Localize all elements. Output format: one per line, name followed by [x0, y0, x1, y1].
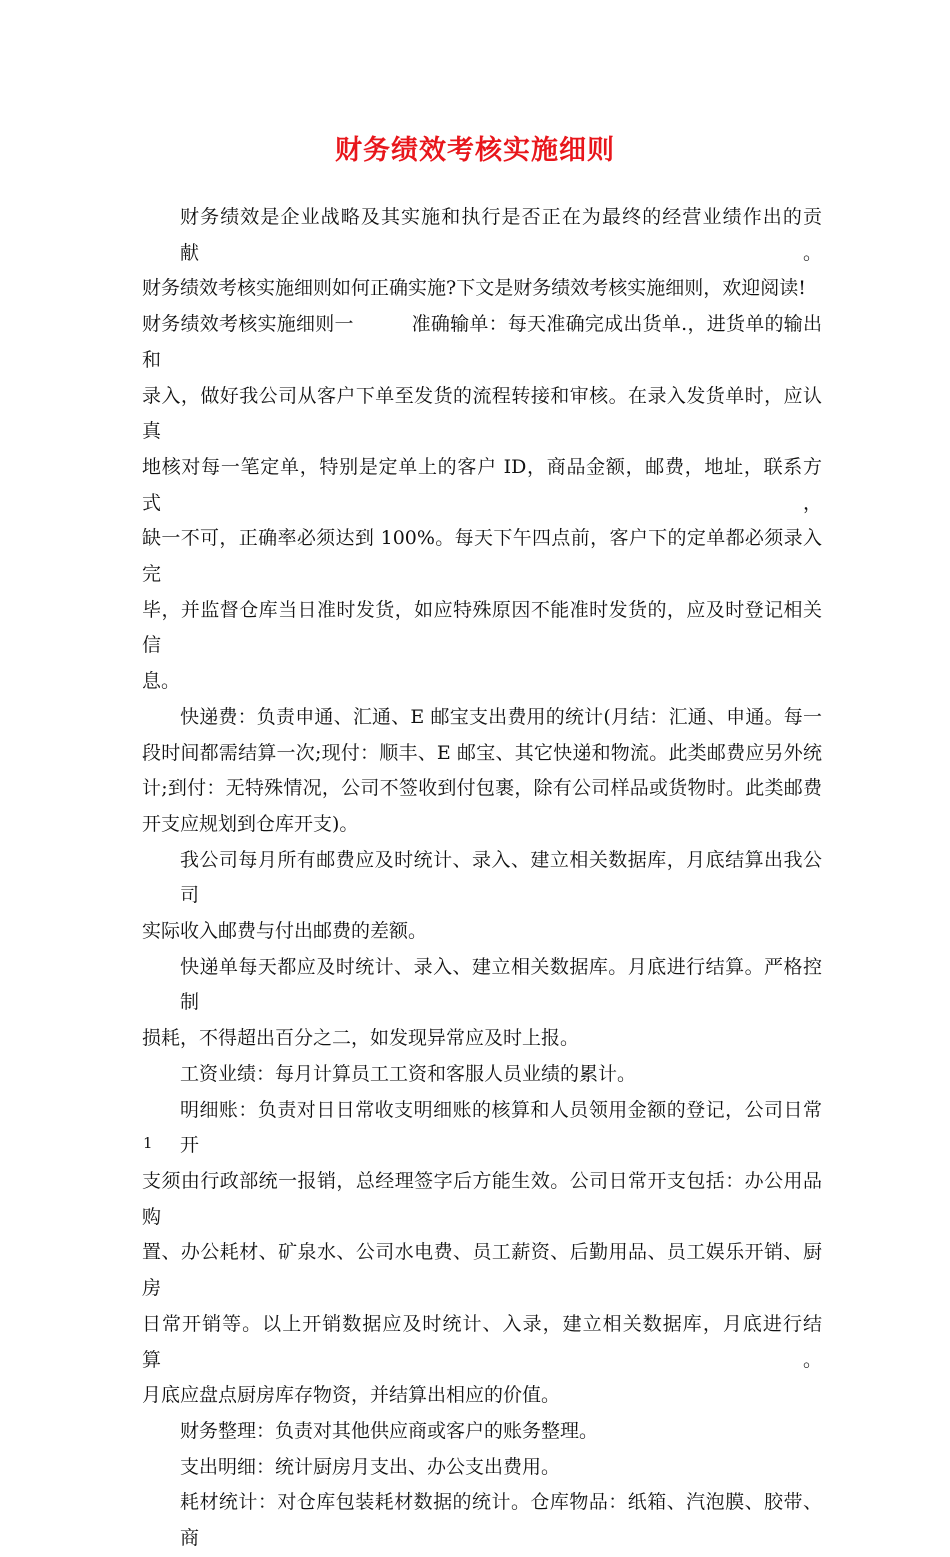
text-line: 日常开销等。以上开销数据应及时统计、入录，建立相关数据库，月底进行结算。 [142, 1312, 822, 1371]
paragraph [142, 1414, 822, 1450]
text-line: 快递单每天都应及时统计、录入、建立相关数据库。月底进行结算。严格控制 [180, 955, 822, 1014]
text-line: 明细账：负责对日日常收支明细账的核算和人员领用金额的登记，公司日常开 [180, 1098, 822, 1157]
text-line: 实际收入邮费与付出邮费的差额。 [142, 920, 428, 943]
text-line: 财务绩效考核实施细则一 准确输单：每天准确完成出货单.，进货单的输出和 [142, 313, 822, 371]
text-line: 工资业绩：每月计算员工工资和客服人员业绩的累计。 [180, 1062, 637, 1085]
text-line: 缺一不可，正确率必须达到 100%。每天下午四点前，客户下的定单都必须录入完 [142, 527, 822, 586]
paragraph [142, 1093, 822, 1414]
text-line: 月底应盘点厨房库存物资，并结算出相应的价值。 [142, 1384, 561, 1407]
paragraph [142, 200, 822, 307]
text-line: 财务绩效考核实施细则如何正确实施?下文是财务绩效考核实施细则，欢迎阅读! [142, 277, 806, 300]
text-line: 耗材统计：对仓库包装耗材数据的统计。仓库物品：纸箱、汽泡膜、胶带、商 [180, 1491, 822, 1550]
text-line: 录入，做好我公司从客户下单至发货的流程转接和审核。在录入发货单时，应认真 [142, 384, 822, 443]
document-title: 财务绩效考核实施细则 [335, 135, 615, 166]
text-line: 支出明细：统计厨房月支出、办公支出费用。 [180, 1455, 561, 1478]
paragraph [142, 1057, 822, 1093]
paragraph [142, 700, 822, 843]
text-line: 支须由行政部统一报销，总经理签字后方能生效。公司日常开支包括：办公用品购 [142, 1169, 822, 1228]
text-line: 我公司每月所有邮费应及时统计、录入、建立相关数据库，月底结算出我公司 [180, 848, 822, 907]
paragraph [142, 950, 822, 1057]
text-line: 计;到付：无特殊情况，公司不签收到付包裹，除有公司样品或货物时。此类邮费 [142, 777, 822, 800]
text-line: 息。 [142, 670, 181, 693]
text-line: 置、办公耗材、矿泉水、公司水电费、员工薪资、后勤用品、员工娱乐开销、厨房 [142, 1241, 822, 1300]
document-body [142, 200, 822, 1557]
paragraph [142, 307, 822, 700]
paragraph [142, 1450, 822, 1486]
text-line: 快递费：负责申通、汇通、E 邮宝支出费用的统计(月结：汇通、申通。每一 [180, 705, 822, 728]
text-line: 损耗，不得超出百分之二，如发现异常应及时上报。 [142, 1027, 580, 1050]
text-line: 毕，并监督仓库当日准时发货，如应特殊原因不能准时发货的，应及时登记相关信 [142, 598, 822, 657]
text-line: 财务整理：负责对其他供应商或客户的账务整理。 [180, 1419, 599, 1442]
paragraph [142, 1485, 822, 1556]
page-number: 1 [143, 1134, 153, 1152]
paragraph [142, 843, 822, 950]
text-line: 地核对每一笔定单，特别是定单上的客户 ID，商品金额，邮费，地址，联系方式， [142, 455, 822, 514]
text-line: 段时间都需结算一次;现付：顺丰、E 邮宝、其它快递和物流。此类邮费应另外统 [142, 741, 822, 764]
text-line: 财务绩效是企业战略及其实施和执行是否正在为最终的经营业绩作出的贡献。 [180, 206, 822, 264]
text-line: 开支应规划到仓库开支)。 [142, 812, 359, 835]
